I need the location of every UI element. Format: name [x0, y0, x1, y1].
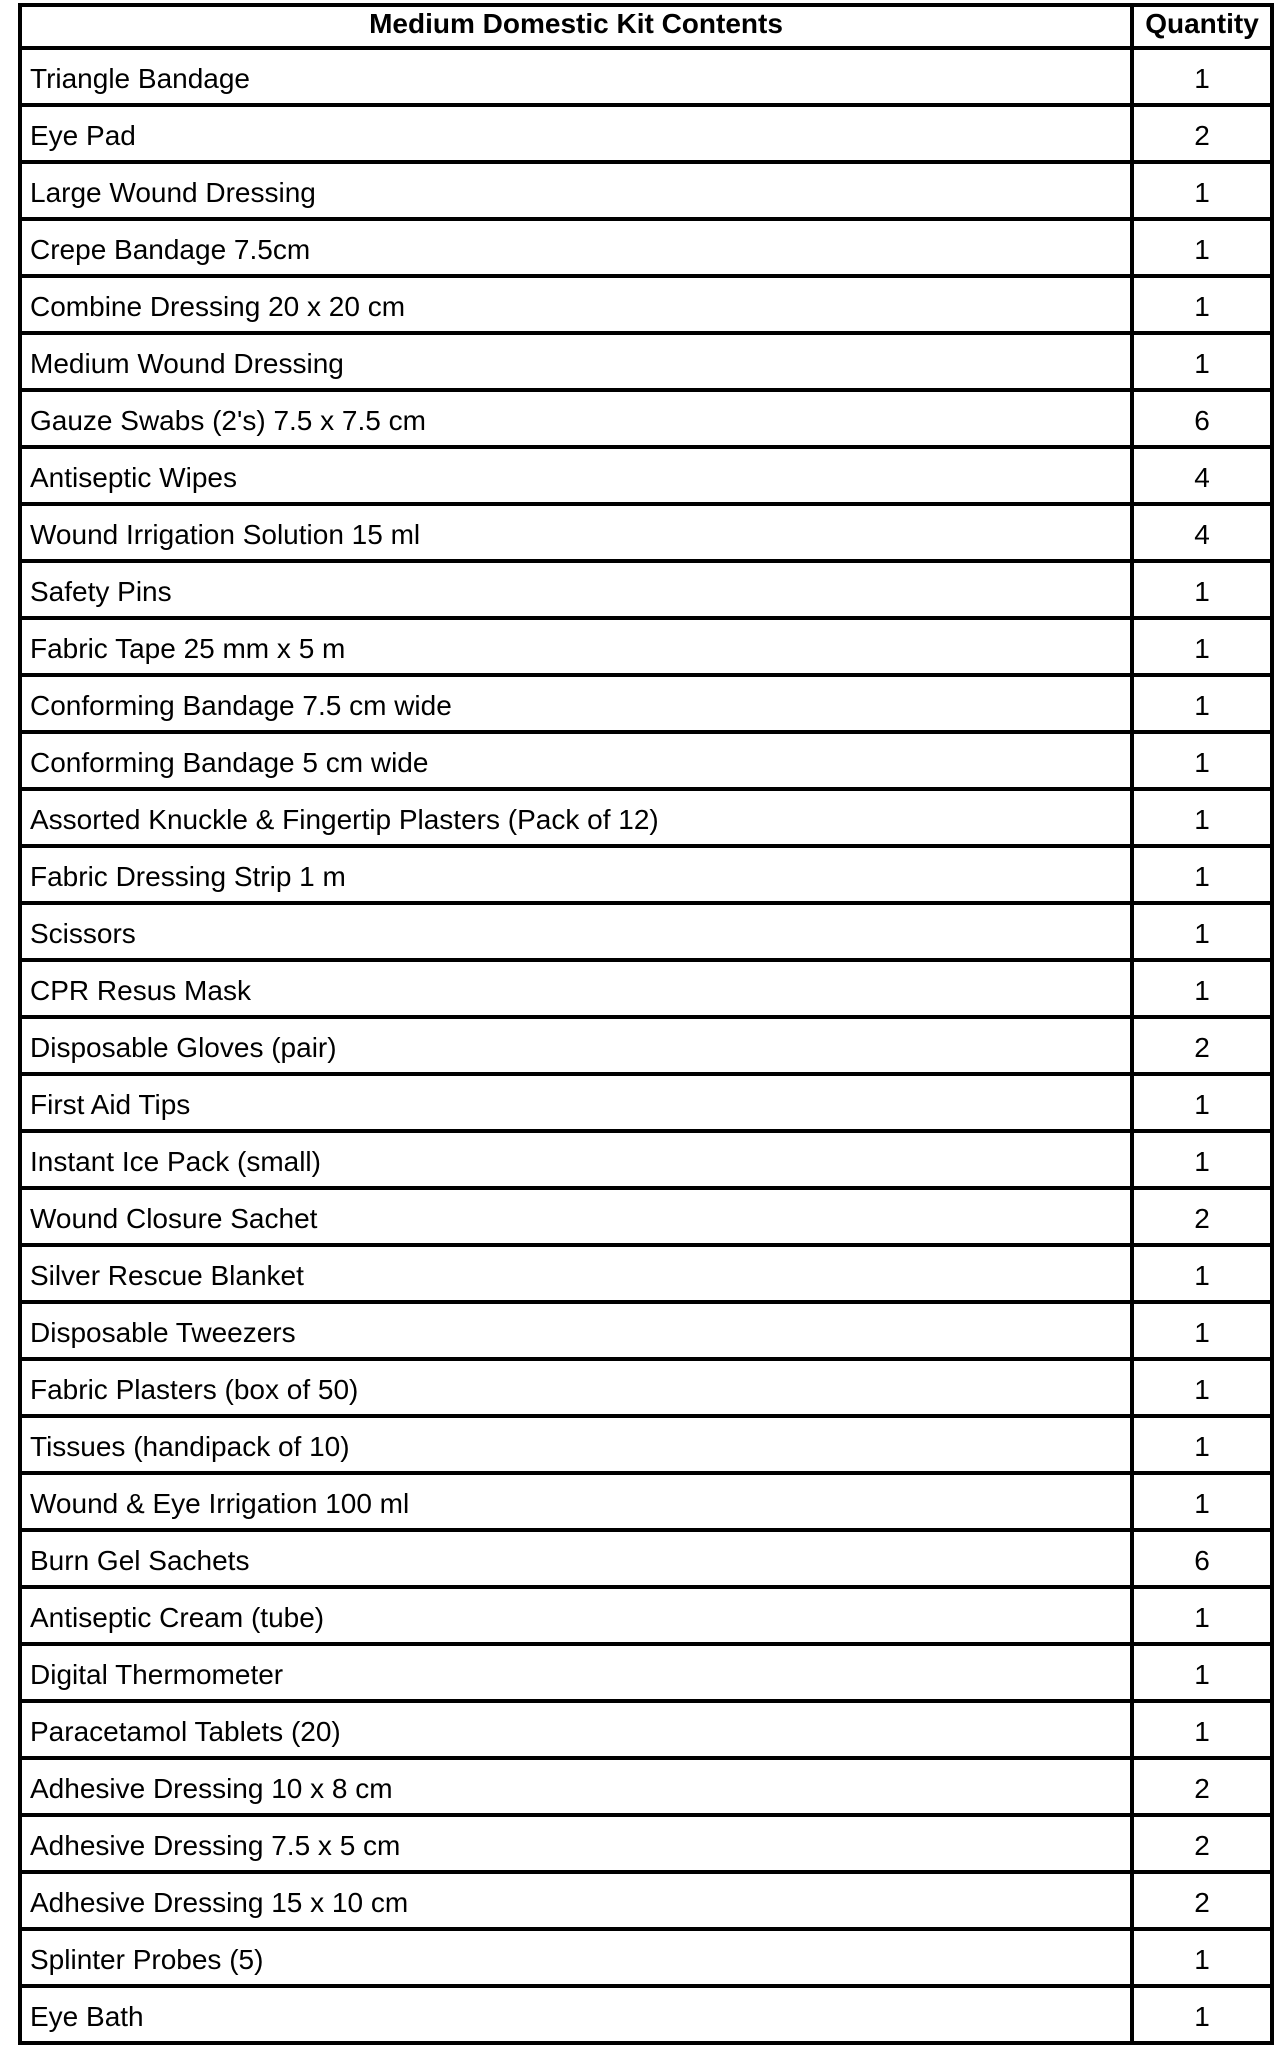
item-name-cell: Silver Rescue Blanket — [20, 1245, 1132, 1302]
item-name-cell: Combine Dressing 20 x 20 cm — [20, 276, 1132, 333]
table-row — [20, 1644, 1272, 1701]
table-row — [20, 1074, 1272, 1131]
table-row — [20, 960, 1272, 1017]
quantity-cell: 1 — [1132, 960, 1272, 1017]
table-row — [20, 1131, 1272, 1188]
quantity-cell: 1 — [1132, 1131, 1272, 1188]
quantity-cell: 2 — [1132, 1017, 1272, 1074]
quantity-cell: 1 — [1132, 162, 1272, 219]
table-row — [20, 675, 1272, 732]
table-row — [20, 219, 1272, 276]
quantity-cell: 1 — [1132, 1587, 1272, 1644]
table-row — [20, 561, 1272, 618]
table-row — [20, 1416, 1272, 1473]
item-name-cell: Eye Bath — [20, 1986, 1132, 2043]
table-row — [20, 1530, 1272, 1587]
table-row — [20, 1929, 1272, 1986]
quantity-cell: 1 — [1132, 276, 1272, 333]
table-body — [20, 48, 1272, 2043]
item-name-cell: Burn Gel Sachets — [20, 1530, 1132, 1587]
item-name-cell: Large Wound Dressing — [20, 162, 1132, 219]
item-name-cell: Fabric Tape 25 mm x 5 m — [20, 618, 1132, 675]
item-name-cell: Antiseptic Cream (tube) — [20, 1587, 1132, 1644]
item-name-cell: Triangle Bandage — [20, 48, 1132, 105]
item-name-cell: Paracetamol Tablets (20) — [20, 1701, 1132, 1758]
quantity-cell: 6 — [1132, 1530, 1272, 1587]
item-name-cell: Tissues (handipack of 10) — [20, 1416, 1132, 1473]
table-row — [20, 1872, 1272, 1929]
item-name-cell: Gauze Swabs (2's) 7.5 x 7.5 cm — [20, 390, 1132, 447]
table-row — [20, 903, 1272, 960]
quantity-cell: 1 — [1132, 561, 1272, 618]
item-name-cell: Adhesive Dressing 10 x 8 cm — [20, 1758, 1132, 1815]
item-name-cell: Adhesive Dressing 15 x 10 cm — [20, 1872, 1132, 1929]
quantity-cell: 2 — [1132, 1815, 1272, 1872]
item-name-cell: CPR Resus Mask — [20, 960, 1132, 1017]
quantity-cell: 4 — [1132, 447, 1272, 504]
table-row — [20, 447, 1272, 504]
quantity-cell: 1 — [1132, 1986, 1272, 2043]
table-row — [20, 105, 1272, 162]
table-header-quantity: Quantity — [1132, 5, 1272, 48]
quantity-cell: 2 — [1132, 1758, 1272, 1815]
item-name-cell: Wound Closure Sachet — [20, 1188, 1132, 1245]
item-name-cell: Medium Wound Dressing — [20, 333, 1132, 390]
table-row — [20, 1815, 1272, 1872]
kit-contents-table — [18, 3, 1274, 2045]
item-name-cell: Instant Ice Pack (small) — [20, 1131, 1132, 1188]
quantity-cell: 1 — [1132, 219, 1272, 276]
item-name-cell: Crepe Bandage 7.5cm — [20, 219, 1132, 276]
table-row — [20, 162, 1272, 219]
table-row — [20, 846, 1272, 903]
quantity-cell: 1 — [1132, 675, 1272, 732]
quantity-cell: 1 — [1132, 1416, 1272, 1473]
table-header-row — [20, 5, 1272, 48]
table-row — [20, 48, 1272, 105]
quantity-cell: 2 — [1132, 105, 1272, 162]
table-row — [20, 789, 1272, 846]
quantity-cell: 1 — [1132, 903, 1272, 960]
table-row — [20, 1986, 1272, 2043]
item-name-cell: Safety Pins — [20, 561, 1132, 618]
item-name-cell: Adhesive Dressing 7.5 x 5 cm — [20, 1815, 1132, 1872]
quantity-cell: 1 — [1132, 1245, 1272, 1302]
item-name-cell: Conforming Bandage 7.5 cm wide — [20, 675, 1132, 732]
quantity-cell: 1 — [1132, 1929, 1272, 1986]
quantity-cell: 6 — [1132, 390, 1272, 447]
quantity-cell: 1 — [1132, 1359, 1272, 1416]
table-row — [20, 618, 1272, 675]
item-name-cell: Antiseptic Wipes — [20, 447, 1132, 504]
table-header-contents: Medium Domestic Kit Contents — [20, 5, 1132, 48]
table-row — [20, 333, 1272, 390]
item-name-cell: Fabric Dressing Strip 1 m — [20, 846, 1132, 903]
quantity-cell: 1 — [1132, 1701, 1272, 1758]
quantity-cell: 1 — [1132, 1644, 1272, 1701]
item-name-cell: Assorted Knuckle & Fingertip Plasters (Pack of 12) — [20, 789, 1132, 846]
quantity-cell: 1 — [1132, 846, 1272, 903]
quantity-cell: 1 — [1132, 789, 1272, 846]
item-name-cell: Splinter Probes (5) — [20, 1929, 1132, 1986]
table-row — [20, 1473, 1272, 1530]
quantity-cell: 1 — [1132, 1302, 1272, 1359]
table-row — [20, 276, 1272, 333]
item-name-cell: Fabric Plasters (box of 50) — [20, 1359, 1132, 1416]
item-name-cell: Scissors — [20, 903, 1132, 960]
table-row — [20, 1758, 1272, 1815]
quantity-cell: 1 — [1132, 48, 1272, 105]
table-row — [20, 732, 1272, 789]
quantity-cell: 1 — [1132, 618, 1272, 675]
table-row — [20, 1017, 1272, 1074]
item-name-cell: Wound & Eye Irrigation 100 ml — [20, 1473, 1132, 1530]
item-name-cell: Digital Thermometer — [20, 1644, 1132, 1701]
table-row — [20, 390, 1272, 447]
item-name-cell: Disposable Tweezers — [20, 1302, 1132, 1359]
quantity-cell: 1 — [1132, 732, 1272, 789]
item-name-cell: Disposable Gloves (pair) — [20, 1017, 1132, 1074]
item-name-cell: Wound Irrigation Solution 15 ml — [20, 504, 1132, 561]
table-row — [20, 1359, 1272, 1416]
item-name-cell: Eye Pad — [20, 105, 1132, 162]
quantity-cell: 1 — [1132, 1074, 1272, 1131]
table-row — [20, 1587, 1272, 1644]
quantity-cell: 4 — [1132, 504, 1272, 561]
table-row — [20, 1302, 1272, 1359]
table-row — [20, 504, 1272, 561]
table-row — [20, 1701, 1272, 1758]
quantity-cell: 1 — [1132, 1473, 1272, 1530]
quantity-cell: 1 — [1132, 333, 1272, 390]
quantity-cell: 2 — [1132, 1188, 1272, 1245]
quantity-cell: 2 — [1132, 1872, 1272, 1929]
item-name-cell: First Aid Tips — [20, 1074, 1132, 1131]
table-row — [20, 1188, 1272, 1245]
item-name-cell: Conforming Bandage 5 cm wide — [20, 732, 1132, 789]
table-row — [20, 1245, 1272, 1302]
